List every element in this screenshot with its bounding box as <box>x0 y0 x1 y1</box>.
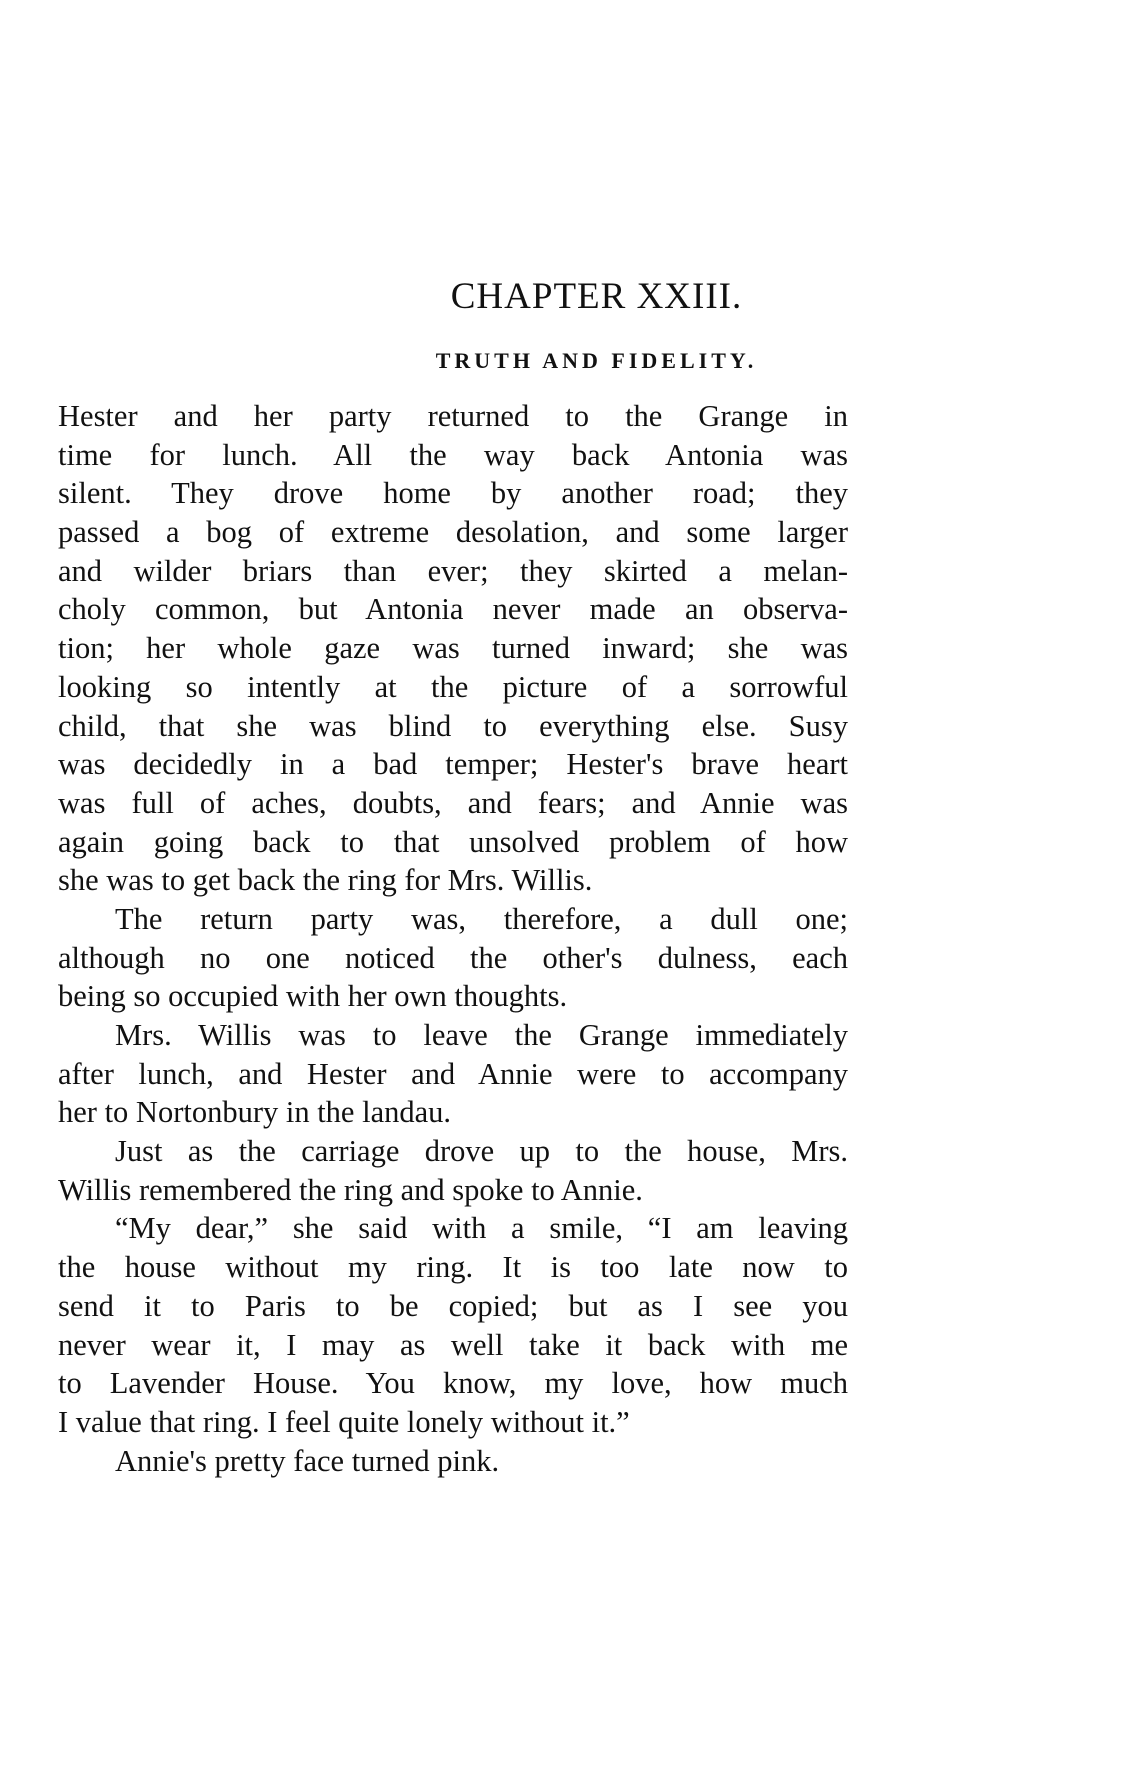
text-line: the house without my ring. It is too late now to <box>58 1250 848 1285</box>
text-line: although no one noticed the other's dulness, each <box>58 940 848 975</box>
paragraph <box>58 1442 848 1481</box>
paragraph <box>58 1016 848 1132</box>
text-line: child, that she was blind to everything else. Susy <box>58 708 848 743</box>
text-line: Mrs. Willis was to leave the Grange immediately <box>115 1018 848 1052</box>
text-line: The return party was, therefore, a dull one; <box>115 901 848 936</box>
text-line: send it to Paris to be copied; but as I see you <box>58 1288 848 1323</box>
text-line: to Lavender House. You know, my love, how much <box>58 1366 848 1401</box>
paragraph <box>58 1209 848 1441</box>
text-line: was full of aches, doubts, and fears; and Annie was <box>58 785 848 820</box>
text-line: she was to get back the ring for Mrs. Willis. <box>58 863 593 898</box>
text-line: Willis remembered the ring and spoke to Annie. <box>58 1172 643 1207</box>
text-line: passed a bog of extreme desolation, and some larger <box>58 515 848 550</box>
paragraph <box>58 397 848 900</box>
text-line: time for lunch. All the way back Antonia was <box>58 437 848 472</box>
chapter-heading: CHAPTER XXIII. <box>450 276 743 317</box>
text-line: being so occupied with her own thoughts. <box>58 979 568 1014</box>
text-line: and wilder briars than ever; they skirted a melan- <box>58 553 848 588</box>
chapter-body <box>58 397 848 1480</box>
text-line: Just as the carriage drove up to the house, Mrs. <box>115 1134 848 1169</box>
text-line: her to Nortonbury in the landau. <box>58 1095 452 1130</box>
chapter-subtitle: TRUTH AND FIDELITY. <box>435 348 758 373</box>
text-line: “My dear,” she said with a smile, “I am leaving <box>115 1211 848 1246</box>
text-line: I value that ring. I feel quite lonely without it.” <box>58 1404 630 1439</box>
paragraph <box>58 900 848 1016</box>
text-line: was decidedly in a bad temper; Hester's brave heart <box>58 747 848 782</box>
text-line: looking so intently at the picture of a sorrowful <box>58 669 848 704</box>
text-line: tion; her whole gaze was turned inward; she was <box>58 631 848 666</box>
paragraph <box>58 1132 848 1209</box>
text-line: choly common, but Antonia never made an observa- <box>58 592 848 627</box>
text-line: silent. They drove home by another road; they <box>58 476 848 511</box>
text-line: Hester and her party returned to the Grange in <box>58 399 848 433</box>
text-line: never wear it, I may as well take it back with me <box>58 1327 848 1362</box>
text-line: Annie's pretty face turned pink. <box>115 1443 500 1478</box>
text-line: after lunch, and Hester and Annie were to accompany <box>58 1056 848 1091</box>
text-line: again going back to that unsolved problem of how <box>58 824 848 859</box>
